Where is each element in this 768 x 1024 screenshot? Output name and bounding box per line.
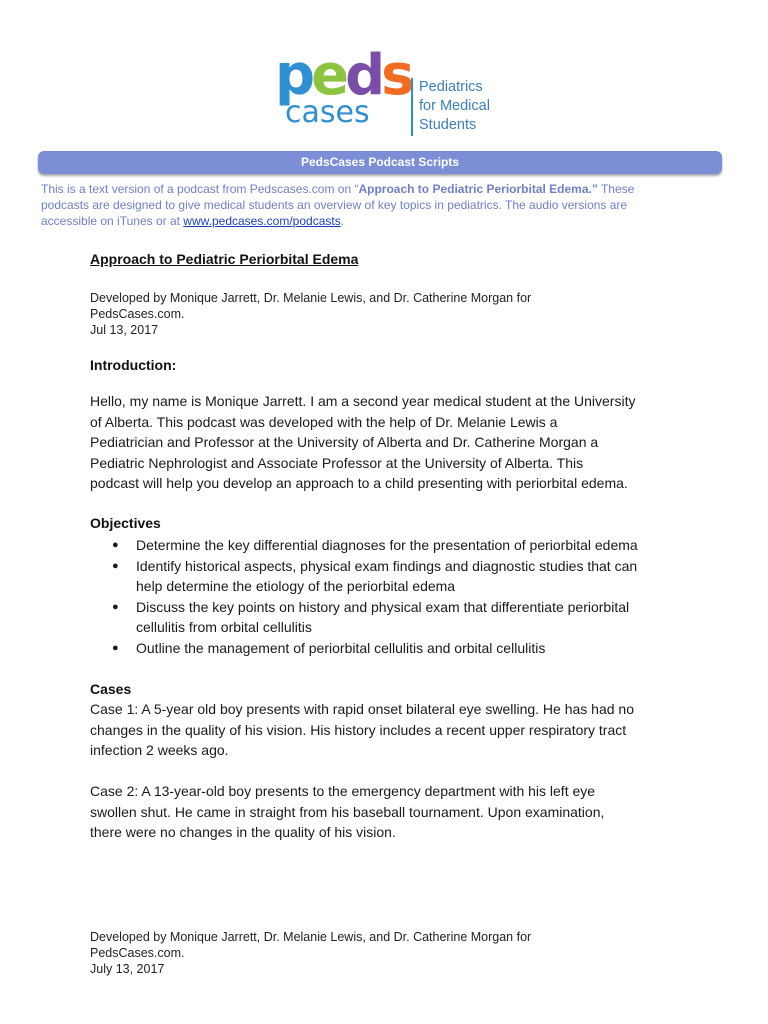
logo-tagline xyxy=(419,78,490,135)
case-2-paragraph xyxy=(90,781,690,843)
intro-note-line: podcasts are designed to give medical students an overview of key topics in pediatrics. The audio versions are xyxy=(41,198,628,212)
introduction-heading: Introduction: xyxy=(90,357,177,373)
logo-cases-wordmark: cases xyxy=(285,95,370,130)
logo-divider xyxy=(411,78,413,136)
paragraph-line: of Alberta. This podcast was developed with the help of Dr. Melanie Lewis a xyxy=(90,413,558,430)
developed-by-block xyxy=(90,290,690,338)
footer-developed-by xyxy=(90,929,690,977)
bullet-icon: ● xyxy=(112,539,119,551)
footer-date: July 13, 2017 xyxy=(90,962,165,976)
intro-note xyxy=(41,181,721,229)
footer-line: Developed by Monique Jarrett, Dr. Melanie Lewis, and Dr. Catherine Morgan for xyxy=(90,930,532,944)
logo-tagline-line: Pediatrics xyxy=(419,79,483,95)
pedscases-logo xyxy=(275,43,505,138)
paragraph-line: podcast will help you develop an approach to a child presenting with periorbital edema. xyxy=(90,475,628,492)
paragraph-line: Hello, my name is Monique Jarrett. I am a second year medical student at the University xyxy=(90,393,636,409)
paragraph-line: Pediatrician and Professor at the University of Alberta and Dr. Catherine Morgan a xyxy=(90,434,599,451)
list-item: ● Outline the management of periorbital cellulitis and orbital cellulitis xyxy=(90,638,690,659)
list-item: ● Identify historical aspects, physical exam findings and diagnostic studies that can help determine the etiology of the periorbital edema xyxy=(112,557,638,595)
developed-date: Jul 13, 2017 xyxy=(90,323,159,337)
paragraph-line: Case 2: A 13-year-old boy presents to the emergency department with his left eye xyxy=(90,783,596,799)
developed-by-line: Developed by Monique Jarrett, Dr. Melanie Lewis, and Dr. Catherine Morgan for xyxy=(90,291,532,305)
document-title: Approach to Pediatric Periorbital Edema xyxy=(90,251,359,267)
case-1-paragraph xyxy=(90,699,690,761)
paragraph-line: changes in the quality of his vision. His history includes a recent upper respiratory tract xyxy=(90,721,627,738)
paragraph-line: there were no changes in the quality of his vision. xyxy=(90,824,396,841)
bullet-icon: ● xyxy=(112,600,119,613)
logo-peds-wordmark: peds xyxy=(275,43,411,108)
introduction-paragraph xyxy=(90,391,690,494)
podcast-scripts-banner: PedsCases Podcast Scripts xyxy=(38,151,722,174)
intro-note-podcast-title: Approach to Pediatric Periorbital Edema.” xyxy=(358,182,598,196)
objectives-heading: Objectives xyxy=(90,515,161,531)
paragraph-line: infection 2 weeks ago. xyxy=(90,742,229,759)
intro-note-line: This is a text version of a podcast from Pedscases.com on “Approach to Pediatric Periorbital Edema.” These xyxy=(41,182,635,196)
developed-by-line: PedsCases.com. xyxy=(90,307,185,321)
bullet-icon: ● xyxy=(112,641,119,654)
bullet-icon: ● xyxy=(112,559,119,572)
paragraph-line: Pediatric Nephrologist and Associate Professor at the University of Alberta. This xyxy=(90,454,584,471)
paragraph-line: Case 1: A 5-year old boy presents with rapid onset bilateral eye swelling. He has had no xyxy=(90,701,634,717)
intro-note-line: accessible on iTunes or at www.pedcases.com/podcasts. xyxy=(41,214,345,228)
footer-line: PedsCases.com. xyxy=(90,946,185,960)
list-item: ● Discuss the key points on history and physical exam that differentiate periorbital cellulitis from orbital cellulitis xyxy=(112,598,630,636)
logo-tagline-line: for Medical xyxy=(419,98,490,114)
logo-tagline-line: Students xyxy=(419,117,477,133)
cases-heading: Cases xyxy=(90,681,132,697)
list-item: ● Determine the key differential diagnoses for the presentation of periorbital edema xyxy=(90,535,690,556)
podcasts-link[interactable]: www.pedcases.com/podcasts xyxy=(183,214,341,228)
paragraph-line: swollen shut. He came in straight from his baseball tournament. Upon examination, xyxy=(90,803,605,820)
objectives-list xyxy=(90,535,690,659)
